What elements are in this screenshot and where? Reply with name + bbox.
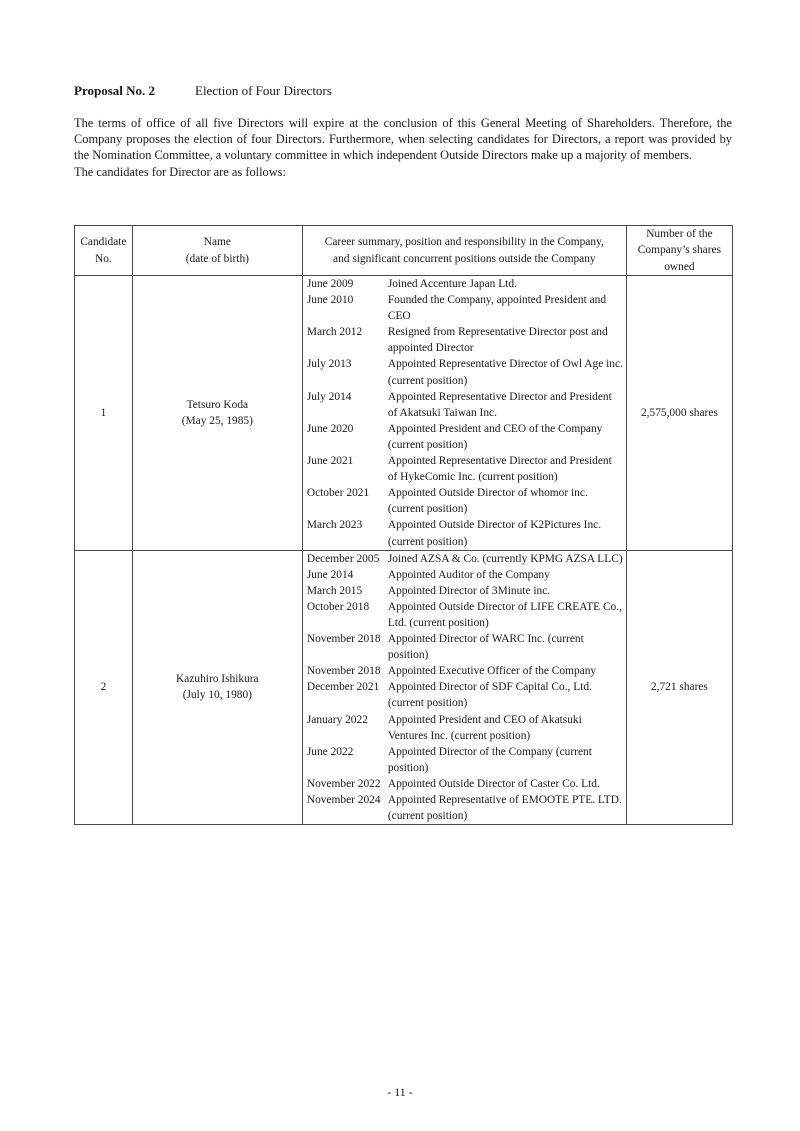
shares-owned: 2,575,000 shares	[626, 276, 732, 551]
career-description: Appointed Outside Director of LIFE CREATE Co., Ltd. (current position)	[387, 600, 622, 629]
career-entry	[303, 792, 626, 824]
career-date: October 2021	[306, 487, 370, 500]
career-description: Resigned from Representative Director post and appointed Director	[387, 326, 608, 355]
career-entry	[303, 485, 626, 517]
intro-lead: The candidates for Director are as follows:	[74, 164, 286, 179]
candidate-name: Tetsuro Koda	[186, 398, 249, 411]
career-description: Appointed Outside Director of Caster Co. Ltd.	[387, 777, 600, 790]
header-name: Name (date of birth)	[132, 226, 302, 276]
proposal-heading	[74, 83, 332, 99]
career-date: October 2018	[306, 600, 370, 613]
career-date: November 2024	[306, 794, 381, 806]
career-date: December 2021	[306, 681, 380, 694]
career-entry	[303, 453, 626, 485]
career-entry	[303, 517, 626, 549]
intro-text	[74, 115, 732, 180]
career-summary	[302, 276, 626, 551]
page-number: - 11 -	[387, 1085, 413, 1099]
career-description: Appointed Representative Director and President of Akatsuki Taiwan Inc.	[387, 390, 612, 419]
career-description: Appointed Director of 3Minute inc.	[387, 584, 551, 597]
career-date: June 2014	[306, 568, 354, 581]
career-entry	[303, 276, 626, 292]
career-entry	[303, 744, 626, 776]
career-date: June 2022	[306, 745, 354, 758]
career-entry	[303, 567, 626, 583]
table-header-row	[75, 226, 733, 276]
career-entry	[303, 389, 626, 421]
candidate-name-cell	[132, 276, 302, 551]
career-entry	[303, 324, 626, 356]
career-date: March 2012	[306, 326, 363, 339]
career-description: Appointed Representative of EMOOTE PTE. LTD. (current position)	[387, 794, 622, 823]
career-date: January 2022	[306, 713, 368, 726]
candidate-dob: (July 10, 1980)	[182, 689, 252, 702]
career-description: Appointed Representative Director of Owl Age inc. (current position)	[387, 358, 623, 387]
career-date: June 2020	[306, 422, 354, 435]
candidate-row	[75, 276, 733, 551]
career-entry	[303, 663, 626, 679]
header-candidate-no: Candidate No.	[75, 226, 133, 276]
career-entry	[303, 712, 626, 744]
career-date: July 2014	[306, 390, 352, 403]
header-shares: Number of the Company’s shares owned	[626, 226, 732, 276]
career-date: November 2018	[306, 633, 381, 646]
career-description: Appointed Executive Officer of the Company	[387, 665, 597, 678]
career-date: June 2010	[306, 294, 354, 307]
career-entry	[303, 583, 626, 599]
candidate-name: Kazuhiro Ishikura	[176, 673, 259, 686]
career-description: Appointed Outside Director of whomor inc. (current position)	[387, 487, 588, 516]
career-date: November 2022	[306, 777, 381, 790]
career-entry	[303, 551, 626, 567]
career-description: Appointed Director of SDF Capital Co., Ltd. (current position)	[387, 681, 592, 710]
candidate-name-cell	[132, 550, 302, 825]
career-date: June 2009	[306, 278, 354, 290]
career-entry	[303, 421, 626, 453]
career-date: July 2013	[306, 358, 352, 371]
career-description: Appointed Representative Director and President of HykeComic Inc. (current position)	[387, 455, 612, 484]
career-date: November 2018	[306, 665, 381, 678]
header-career: Career summary, position and responsibility in the Company, and significant concurrent positions outside the Company	[302, 226, 626, 276]
career-description: Founded the Company, appointed President and CEO	[387, 294, 607, 323]
candidate-row	[75, 550, 733, 825]
career-entry	[303, 776, 626, 792]
candidates-table	[74, 225, 733, 825]
career-description: Appointed President and CEO of Akatsuki Ventures Inc. (current position)	[387, 713, 582, 742]
career-description: Appointed Outside Director of K2Pictures Inc. (current position)	[387, 519, 602, 548]
proposal-number: Proposal No. 2	[74, 83, 156, 98]
career-description: Appointed Auditor of the Company	[387, 568, 550, 581]
career-description: Joined AZSA & Co. (currently KPMG AZSA LLC)	[387, 552, 623, 565]
career-date: March 2015	[306, 584, 363, 597]
candidate-no: 2	[75, 550, 133, 825]
career-description: Appointed President and CEO of the Company (current position)	[387, 422, 603, 451]
career-date: March 2023	[306, 519, 363, 532]
career-description: Joined Accenture Japan Ltd.	[387, 278, 517, 290]
career-description: Appointed Director of WARC Inc. (current position)	[387, 633, 584, 662]
career-entry	[303, 292, 626, 324]
career-entry	[303, 679, 626, 711]
career-entry	[303, 631, 626, 663]
career-entry	[303, 599, 626, 631]
candidate-no: 1	[75, 276, 133, 551]
career-entry	[303, 356, 626, 388]
candidate-dob: (May 25, 1985)	[181, 414, 253, 427]
career-description: Appointed Director of the Company (current position)	[387, 745, 592, 774]
career-date: June 2021	[306, 455, 354, 468]
intro-paragraph: The terms of office of all five Directors will expire at the conclusion of this General Meeting of Shareholders. Therefore, the Company proposes the election of four Directors. Furthermore, when selecting candidates for Directors, a report was provided by the Nomination Committee, a voluntary committee in which independent Outside Directors make up a majority of members.	[74, 116, 732, 163]
shares-owned: 2,721 shares	[626, 550, 732, 825]
career-date: December 2005	[306, 552, 380, 565]
career-summary	[302, 550, 626, 825]
proposal-title: Election of Four Directors	[195, 83, 332, 98]
